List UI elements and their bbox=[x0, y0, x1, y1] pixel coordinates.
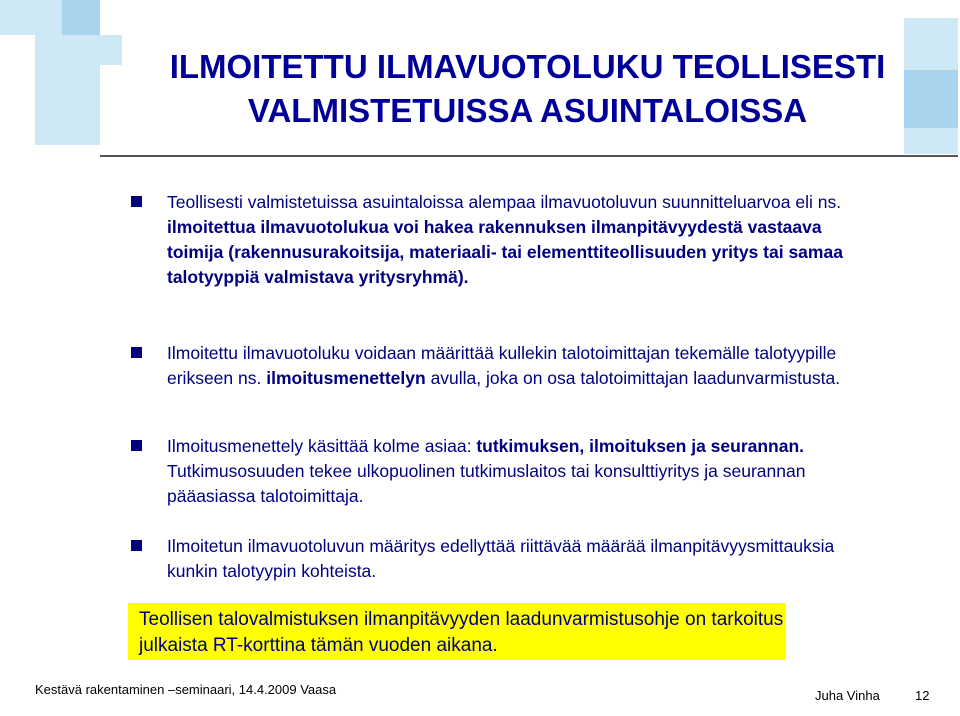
highlight-note bbox=[128, 603, 786, 660]
square-bullet-icon bbox=[131, 196, 142, 207]
footer-author: Juha Vinha bbox=[815, 688, 880, 703]
slide-title-line-1: ILMOITETTU ILMAVUOTOLUKU TEOLLISESTI bbox=[169, 48, 886, 85]
bullet-bold-term-2: ilmoitusmenettelyn bbox=[266, 368, 426, 388]
page-number: 12 bbox=[915, 688, 930, 703]
slide-title-line-2: VALMISTETUISSA ASUINTALOISSA bbox=[247, 92, 808, 129]
bullet-bold-term-3: tutkimuksen, ilmoituksen ja seurannan. bbox=[476, 436, 805, 456]
decorative-square bbox=[0, 0, 62, 35]
slide-title bbox=[0, 45, 960, 133]
title-divider bbox=[100, 155, 958, 157]
bullet-text-1: Teollisesti valmistetuissa asuintaloissa alempaa ilmavuotoluvun suunnitteluarvoa eli ns. ilmoitettua ilmavuotolukua voi hakea rakennuksen ilmanpitävyydestä vastaava toimija (rakennusurakoitsija, materiaali- tai elementtiteollisuuden yritys tai samaa talotyyppiä valmistava yritysryhmä). bbox=[167, 192, 843, 287]
bullet-text-4: Ilmoitetun ilmavuotoluvun määritys edellyttää riittävää määrää ilmanpitävyysmittauksia kunkin talotyypin kohteista. bbox=[167, 536, 835, 581]
footer-event: Kestävä rakentaminen –seminaari, 14.4.2009 Vaasa bbox=[35, 682, 337, 697]
bullet-bold-term-1: ilmoitettua ilmavuotolukua bbox=[167, 217, 389, 237]
highlight-note-text: Teollisen talovalmistuksen ilmanpitävyyden laadunvarmistusohje on tarkoitus julkaista RT-korttina tämän vuoden aikana. bbox=[139, 609, 784, 656]
square-bullet-icon bbox=[131, 440, 142, 451]
square-bullet-icon bbox=[131, 347, 142, 358]
decorative-square bbox=[62, 0, 100, 35]
bullet-text-2: Ilmoitettu ilmavuotoluku voidaan määrittää kullekin talotoimittajan tekemälle talotyypille erikseen ns. ilmoitusmenettelyn avulla, joka on osa talotoimittajan laadunvarmistusta. bbox=[167, 343, 841, 388]
square-bullet-icon bbox=[131, 540, 142, 551]
bullet-text-3: Ilmoitusmenettely käsittää kolme asiaa: tutkimuksen, ilmoituksen ja seurannan. Tutkimusosuuden tekee ulkopuolinen tutkimuslaitos tai konsulttiyritys ja seurannan pääasiassa talotoimittaja. bbox=[167, 436, 806, 506]
